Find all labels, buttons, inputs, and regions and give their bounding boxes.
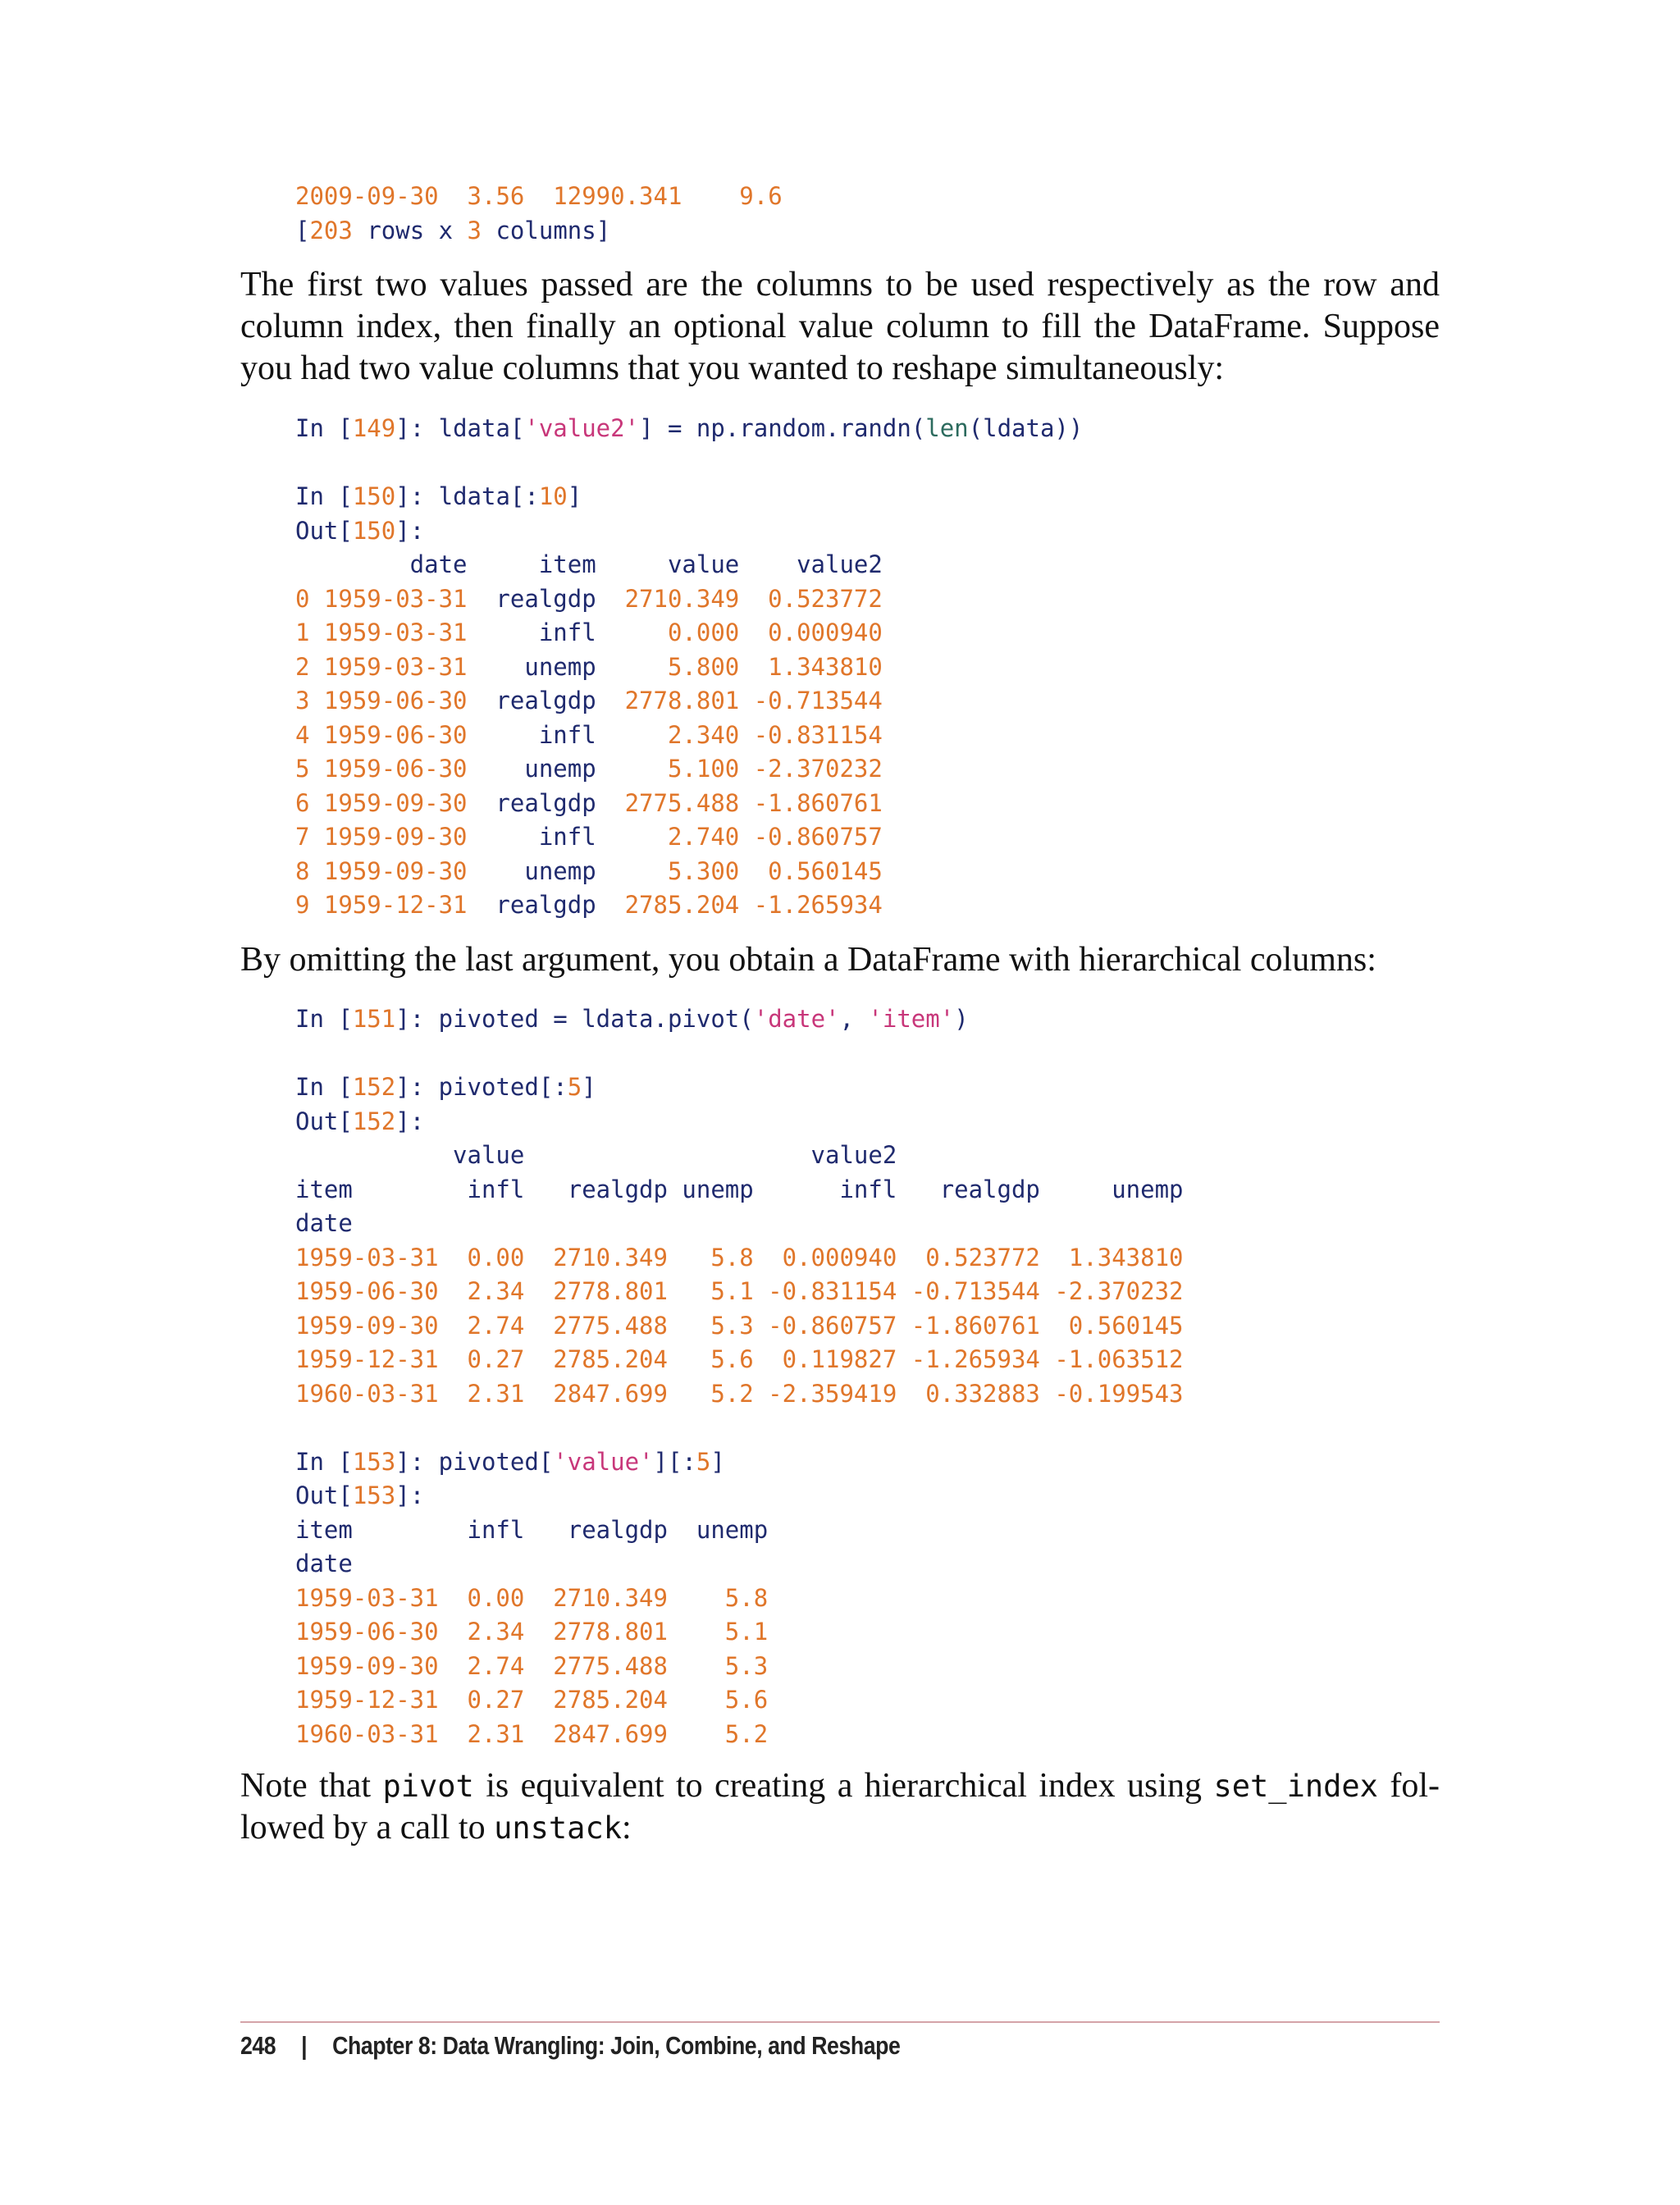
code-token: ]	[567, 482, 582, 510]
code-line	[295, 1105, 1184, 1139]
code-line	[295, 651, 1083, 685]
code-token: In [	[295, 414, 353, 442]
paragraph-pivot-equivalence	[240, 1765, 1440, 1849]
code-token: ] = np.random.randn(	[639, 414, 926, 442]
code-token: In [	[295, 1005, 353, 1033]
code-line	[295, 180, 783, 214]
code-token: ]: ldata[	[395, 414, 525, 442]
code-line	[295, 1650, 1184, 1684]
code-token: 8 1959-09-30	[295, 856, 468, 885]
code-token: 1959-06-30 2.34 2778.801 5.1 -0.831154 -0.713544 -2.370232	[295, 1277, 1184, 1305]
code-token	[682, 182, 739, 210]
code-line	[295, 787, 1083, 821]
code-token: 5.300 0.560145	[667, 856, 883, 885]
code-token: infl	[467, 720, 668, 749]
code-token: 2 1959-03-31	[295, 652, 468, 681]
code-token: 9 1959-12-31	[295, 891, 468, 919]
code-token: 2775.488 -1.860761	[624, 788, 883, 817]
code-line	[295, 1445, 1184, 1480]
code-token: 2710.349 0.523772	[624, 584, 883, 613]
code-token: unemp	[467, 755, 668, 783]
code-token: 2009-09-30	[295, 182, 439, 210]
paragraph-pivot-explanation: The first two values passed are the columns to be used respectively as the row and column index, then finally an optional value column to fill the DataFrame. Suppose you had two value columns that you wanted to reshape simultaneously:	[240, 266, 1440, 387]
code-token: 153	[352, 1447, 396, 1476]
code-token: 2785.204 -1.265934	[624, 891, 883, 919]
code-line	[295, 888, 1083, 923]
code-line	[295, 719, 1083, 753]
code-token: ]: pivoted = ldata.pivot(	[395, 1005, 754, 1033]
code-token: date	[295, 1209, 353, 1237]
code-line	[295, 1275, 1184, 1309]
code-token: columns]	[482, 216, 611, 244]
code-line	[295, 1037, 1184, 1071]
code-line	[295, 1547, 1184, 1582]
code-token: 5	[567, 1073, 582, 1101]
code-line	[295, 1002, 1184, 1037]
para3-text-3: fol-lowed by a call to	[240, 1767, 1440, 1847]
code-token: date	[295, 1550, 353, 1577]
code-line	[295, 1377, 1184, 1412]
code-token: 150	[352, 516, 396, 545]
code-token: Out[	[295, 516, 353, 545]
code-token: 1959-03-31 0.00 2710.349 5.8 0.000940 0.523772 1.343810	[295, 1243, 1184, 1271]
code-token: 9.6	[739, 182, 783, 210]
code-token: unemp	[467, 652, 668, 681]
code-token: 'value2'	[524, 414, 640, 442]
code-token: In [	[295, 1447, 353, 1476]
code-token: ]	[710, 1447, 725, 1476]
code-line	[295, 752, 1083, 787]
code-line	[295, 480, 1083, 514]
code-line	[295, 548, 1083, 582]
code-token: ]: pivoted[	[395, 1447, 554, 1476]
code-token: 1959-12-31 0.27 2785.204 5.6	[295, 1686, 769, 1714]
footer-separator: |	[301, 2031, 308, 2060]
code-block-pivoted	[295, 1002, 1184, 1751]
code-token: ]: pivoted[:	[395, 1073, 568, 1101]
para3-text-4: :	[622, 1809, 632, 1847]
paragraph-hierarchical-columns: By omitting the last argument, you obtain a DataFrame with hierarchical columns:	[240, 941, 1376, 979]
code-token	[524, 182, 553, 210]
code-token: 5 1959-06-30	[295, 755, 468, 783]
code-block-ldata-value2	[295, 412, 1083, 923]
code-token: (ldata))	[968, 414, 1084, 442]
code-token: infl	[467, 823, 668, 851]
code-token: 5.100 -2.370232	[667, 755, 883, 783]
code-token: item infl realgdp unemp	[295, 1515, 769, 1544]
code-token: 1959-06-30 2.34 2778.801 5.1	[295, 1618, 769, 1646]
code-line	[295, 1582, 1184, 1616]
para3-text-2: is equivalent to creating a hierarchical index using	[473, 1767, 1214, 1805]
code-token: 1959-03-31 0.00 2710.349 5.8	[295, 1583, 769, 1612]
code-token: 3	[467, 216, 482, 244]
code-token: 152	[352, 1107, 396, 1135]
inline-code-pivot: pivot	[382, 1769, 474, 1804]
code-token: 4 1959-06-30	[295, 720, 468, 749]
code-token: Out[	[295, 1481, 353, 1509]
code-token: 1959-09-30 2.74 2775.488 5.3 -0.860757 -1.860761 0.560145	[295, 1311, 1184, 1340]
code-line	[295, 1241, 1184, 1276]
code-token: realgdp	[467, 891, 625, 919]
code-token: In [	[295, 1073, 353, 1101]
code-token: [	[295, 216, 310, 244]
code-token: 1959-12-31 0.27 2785.204 5.6 0.119827 -1.265934 -1.063512	[295, 1345, 1184, 1373]
code-line	[295, 1173, 1184, 1208]
code-token: rows x	[352, 216, 468, 244]
code-token: 1960-03-31 2.31 2847.699 5.2 -2.359419 0.332883 -0.199543	[295, 1379, 1184, 1408]
inline-code-unstack: unstack	[494, 1810, 623, 1846]
chapter-title: Chapter 8: Data Wrangling: Join, Combine, and Reshape	[332, 2031, 901, 2060]
code-line	[295, 1718, 1184, 1752]
code-token	[439, 182, 468, 210]
code-token: ][:	[653, 1447, 696, 1476]
code-token: 12990.341	[553, 182, 682, 210]
code-line	[295, 1343, 1184, 1377]
code-token: 150	[352, 482, 396, 510]
code-line	[295, 1071, 1184, 1105]
para3-text-1: Note that	[240, 1767, 383, 1805]
code-line	[295, 1683, 1184, 1718]
code-line	[295, 214, 783, 249]
code-token: 0 1959-03-31	[295, 584, 468, 613]
code-token: 'date'	[753, 1005, 840, 1033]
code-token: 149	[352, 414, 396, 442]
code-token: 5	[696, 1447, 711, 1476]
code-line	[295, 616, 1083, 651]
code-token: len	[925, 414, 969, 442]
code-token: In [	[295, 482, 353, 510]
code-token: 203	[309, 216, 353, 244]
code-token: realgdp	[467, 584, 625, 613]
code-line	[295, 1513, 1184, 1548]
code-token: ]:	[395, 1107, 425, 1135]
code-token: 0.000 0.000940	[667, 619, 883, 646]
code-token: 152	[352, 1073, 396, 1101]
code-token: ,	[839, 1005, 869, 1033]
code-token: 3 1959-06-30	[295, 687, 468, 714]
code-token: ]:	[395, 1481, 425, 1509]
code-line	[295, 1615, 1184, 1650]
code-token: 153	[352, 1481, 396, 1509]
code-token: )	[954, 1005, 969, 1033]
code-token: 'value'	[553, 1447, 654, 1476]
code-token: 151	[352, 1005, 396, 1033]
code-token: unemp	[467, 856, 668, 885]
code-line	[295, 1309, 1184, 1344]
code-line	[295, 1139, 1184, 1173]
code-token: 1959-09-30 2.74 2775.488 5.3	[295, 1651, 769, 1680]
code-token: 7 1959-09-30	[295, 823, 468, 851]
code-token: realgdp	[467, 687, 625, 714]
code-token: 2778.801 -0.713544	[624, 687, 883, 714]
code-token: infl	[467, 619, 668, 646]
code-token: 5.800 1.343810	[667, 652, 883, 681]
code-token: 2.740 -0.860757	[667, 823, 883, 851]
page-footer	[240, 2031, 900, 2061]
page-number: 248	[240, 2031, 276, 2060]
code-token: 1 1959-03-31	[295, 619, 468, 646]
footer-divider	[240, 2021, 1440, 2023]
code-token: item infl realgdp unemp infl realgdp unemp	[295, 1175, 1184, 1203]
code-line	[295, 820, 1083, 855]
code-token: value value2	[295, 1141, 897, 1169]
code-token: ]	[582, 1073, 596, 1101]
code-line	[295, 582, 1083, 617]
code-line	[295, 1207, 1184, 1241]
code-token: 3.56	[467, 182, 525, 210]
code-line	[295, 1479, 1184, 1513]
code-token: 6 1959-09-30	[295, 788, 468, 817]
code-token: 2.340 -0.831154	[667, 720, 883, 749]
code-token: realgdp	[467, 788, 625, 817]
code-token: ]: ldata[:	[395, 482, 539, 510]
code-block-output-tail	[295, 180, 783, 248]
code-line	[295, 1411, 1184, 1445]
code-token: 10	[538, 482, 568, 510]
code-line	[295, 684, 1083, 719]
code-token: date item value value2	[295, 550, 883, 578]
code-token: 1960-03-31 2.31 2847.699 5.2	[295, 1719, 769, 1748]
code-token: 'item'	[868, 1005, 955, 1033]
code-line	[295, 855, 1083, 889]
code-line	[295, 412, 1083, 446]
code-token: ]:	[395, 516, 425, 545]
code-token: Out[	[295, 1107, 353, 1135]
inline-code-set-index: set_index	[1213, 1769, 1378, 1804]
code-line	[295, 446, 1083, 481]
code-line	[295, 514, 1083, 549]
